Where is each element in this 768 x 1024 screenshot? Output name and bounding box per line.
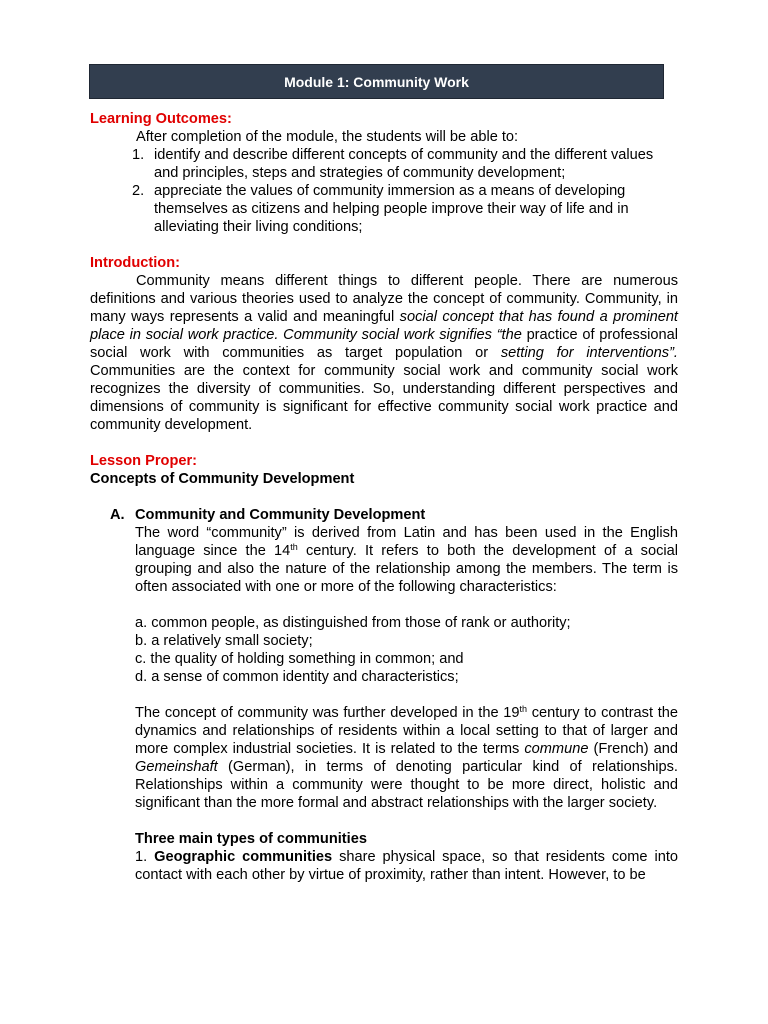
section-a-paragraph-1 (135, 524, 678, 596)
outcome-item (132, 146, 678, 182)
lesson-proper-heading: Lesson Proper: (90, 453, 198, 469)
module-title: Module 1: Community Work (284, 73, 469, 90)
outcome-number: 1. (132, 147, 145, 163)
learning-outcomes-heading: Learning Outcomes: (90, 111, 232, 127)
outcome-text: identify and describe different concepts of community and the different values and principles, steps and strategies of community development; (154, 147, 654, 181)
superscript: th (519, 704, 528, 714)
section-letter: A. (110, 507, 125, 523)
italic-term: Gemeinshaft (135, 759, 218, 775)
characteristic-item: d. a sense of common identity and characteristics; (135, 669, 459, 685)
intro-text: practice of professional social work with communities as target population or (90, 327, 678, 361)
module-title-bar (89, 64, 664, 99)
superscript: th (290, 542, 298, 552)
learning-outcomes-intro: After completion of the module, the students will be able to: (136, 129, 519, 145)
type-text: share physical space, so that residents come into contact with each other by virtue of proximity, rather than intent. However, to be (135, 849, 678, 883)
document-body (90, 110, 678, 884)
paragraph-text: The concept of community was further developed in the 19 (135, 705, 520, 721)
outcome-text: appreciate the values of community immersion as a means of developing themselves as citizens and helping people improve their way of life and in alleviating their living conditions; (154, 183, 629, 235)
characteristic-item: b. a relatively small society; (135, 633, 313, 649)
italic-term: commune (524, 741, 589, 757)
type-number: 1. (135, 849, 155, 865)
paragraph-text: (German), in terms of denoting particular kind of relationships. Relationships within a community were thought to be more direct, holistic and significant than the more formal and abstract relationships with the larger society. (135, 759, 678, 811)
type-item (135, 848, 678, 884)
introduction-heading: Introduction: (90, 255, 180, 271)
introduction-paragraph (90, 272, 678, 434)
outcome-item (132, 182, 678, 236)
characteristic-item: a. common people, as distinguished from those of rank or authority; (135, 615, 571, 631)
types-heading: Three main types of communities (135, 831, 367, 847)
intro-italic-text: social concept that has found a prominent place in social work practice. Community social work signifies “the (90, 309, 678, 343)
section-title: Community and Community Development (135, 507, 426, 523)
type-name: Geographic communities (154, 849, 333, 865)
section-a (110, 506, 678, 884)
paragraph-text: The word “community” is derived from Latin and has been used in the English language since the 14 (135, 525, 678, 559)
paragraph-text: (French) and (588, 741, 678, 757)
section-a-paragraph-2 (135, 704, 678, 812)
section-a-heading (110, 506, 678, 524)
intro-text: Community means different things to different people. There are numerous definitions and various theories used to analyze the concept of community. Community, in many ways represents a valid and meaningful (90, 273, 678, 325)
intro-italic-text: setting for interventions”. (500, 345, 678, 361)
section-a-body (135, 524, 678, 884)
paragraph-text: century. It refers to both the development of a social grouping and also the nature of the relationship among the members. The term is often associated with one or more of the following characteristics: (135, 543, 678, 595)
lesson-subheading: Concepts of Community Development (90, 471, 355, 487)
outcome-number: 2. (132, 183, 145, 199)
intro-text: Communities are the context for community social work and community social work recognizes the diversity of communities. So, understanding different perspectives and dimensions of community is significant for effective community social work practice and community development. (90, 363, 678, 433)
paragraph-text: century to contrast the dynamics and relationships of residents within a local setting to that of larger and more complex industrial societies. It is related to the terms (135, 705, 678, 757)
characteristic-item: c. the quality of holding something in common; and (135, 651, 464, 667)
